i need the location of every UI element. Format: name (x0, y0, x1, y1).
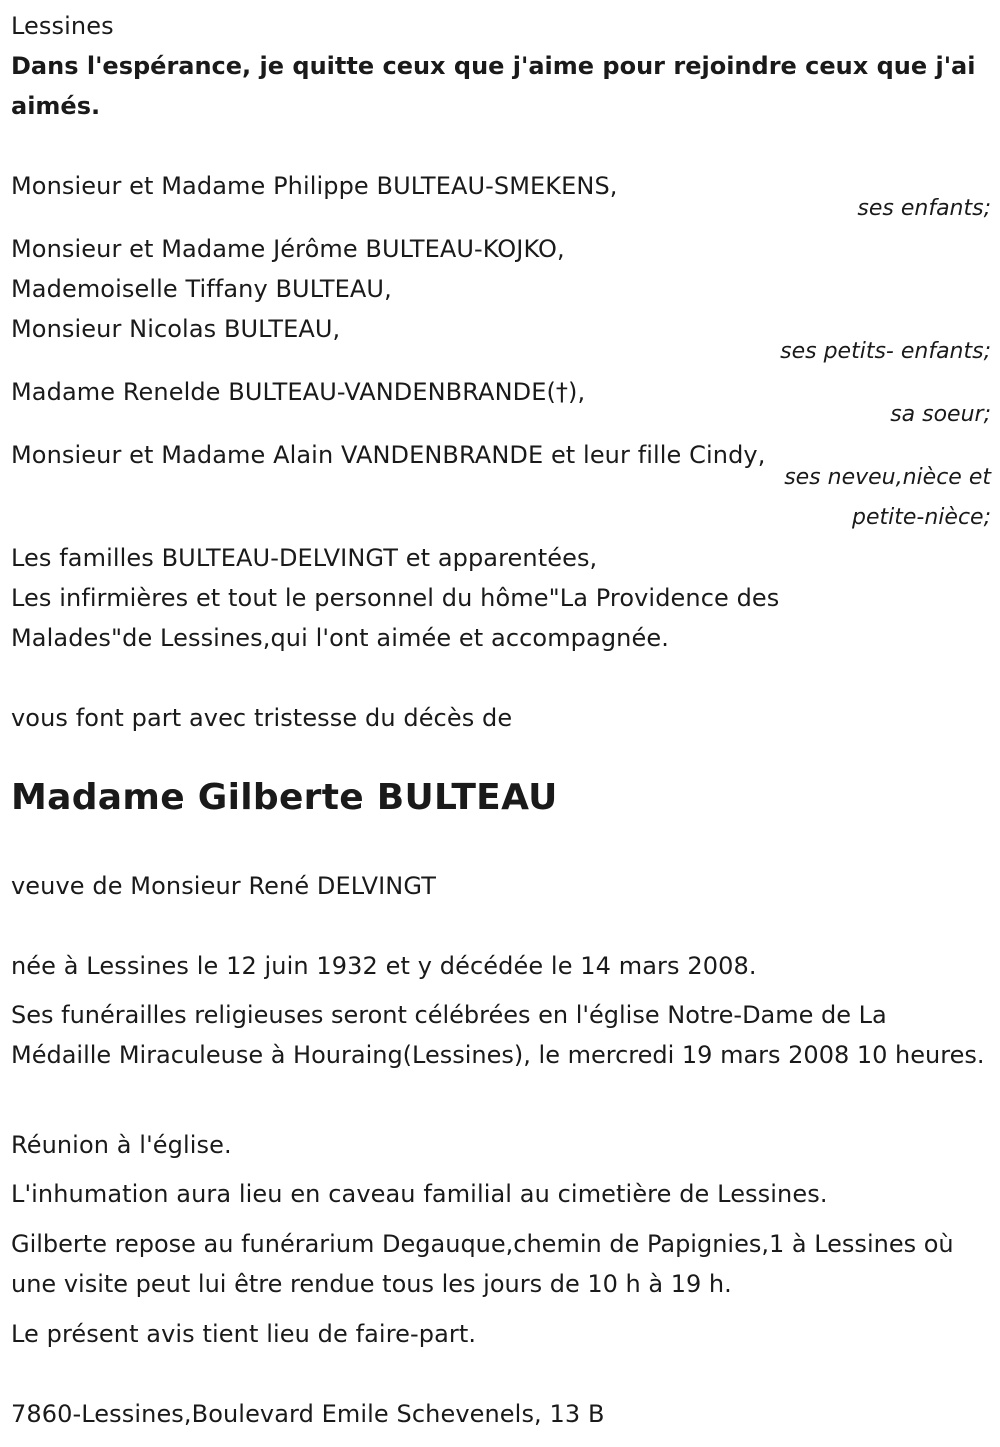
epitaph-quote: Dans l'espérance, je quitte ceux que j'aime pour rejoindre ceux que j'ai aimés. (11, 52, 976, 120)
staff-thanks-line-1: Les infirmières et tout le personnel du hôme"La Providence des (11, 584, 780, 612)
visitation-details: Gilberte repose au funérarium Degauque,chemin de Papignies,1 à Lessines où une visite peut lui être rendue tous les jours de 10 h à 19 h. (11, 1230, 954, 1298)
family-sister: Madame Renelde BULTEAU-VANDENBRANDE(†), (11, 378, 586, 406)
family-children: Monsieur et Madame Philippe BULTEAU-SMEKENS, (11, 172, 618, 200)
widow-of: veuve de Monsieur René DELVINGT (11, 872, 436, 900)
notice-statement: Le présent avis tient lieu de faire-part. (11, 1320, 477, 1348)
contact-address: 7860-Lessines,Boulevard Emile Schevenels, 13 B (11, 1400, 605, 1428)
relation-sister: sa soeur; (890, 402, 991, 427)
family-grandchild-2: Mademoiselle Tiffany BULTEAU, (11, 275, 392, 303)
family-grandchild-3: Monsieur Nicolas BULTEAU, (11, 315, 341, 343)
birth-death-dates: née à Lessines le 12 juin 1932 et y décédée le 14 mars 2008. (11, 952, 757, 980)
relation-children: ses enfants; (857, 196, 991, 221)
family-nephew: Monsieur et Madame Alain VANDENBRANDE et leur fille Cindy, (11, 441, 766, 469)
family-grandchild-1: Monsieur et Madame Jérôme BULTEAU-KOJKO, (11, 235, 565, 263)
funeral-details: Ses funérailles religieuses seront célébrées en l'église Notre-Dame de La Médaille Miraculeuse à Houraing(Lessines), le mercredi 19 mars 2008 10 heures. (11, 1001, 985, 1069)
burial-details: L'inhumation aura lieu en caveau familial au cimetière de Lessines. (11, 1180, 828, 1208)
family-relatives: Les familles BULTEAU-DELVINGT et apparentées, (11, 544, 598, 572)
city-label: Lessines (11, 12, 114, 40)
announcement-intro: vous font part avec tristesse du décès de (11, 704, 513, 732)
meeting-place: Réunion à l'église. (11, 1131, 232, 1159)
death-notice (11, 0, 991, 1447)
relation-nephew-line-2: petite-nièce; (852, 505, 991, 530)
staff-thanks-line-2: Malades"de Lessines,qui l'ont aimée et accompagnée. (11, 624, 669, 652)
relation-nephew-line-1: ses neveu,nièce et (784, 465, 991, 490)
deceased-name: Madame Gilberte BULTEAU (11, 777, 558, 818)
relation-grandchildren: ses petits- enfants; (780, 339, 991, 364)
